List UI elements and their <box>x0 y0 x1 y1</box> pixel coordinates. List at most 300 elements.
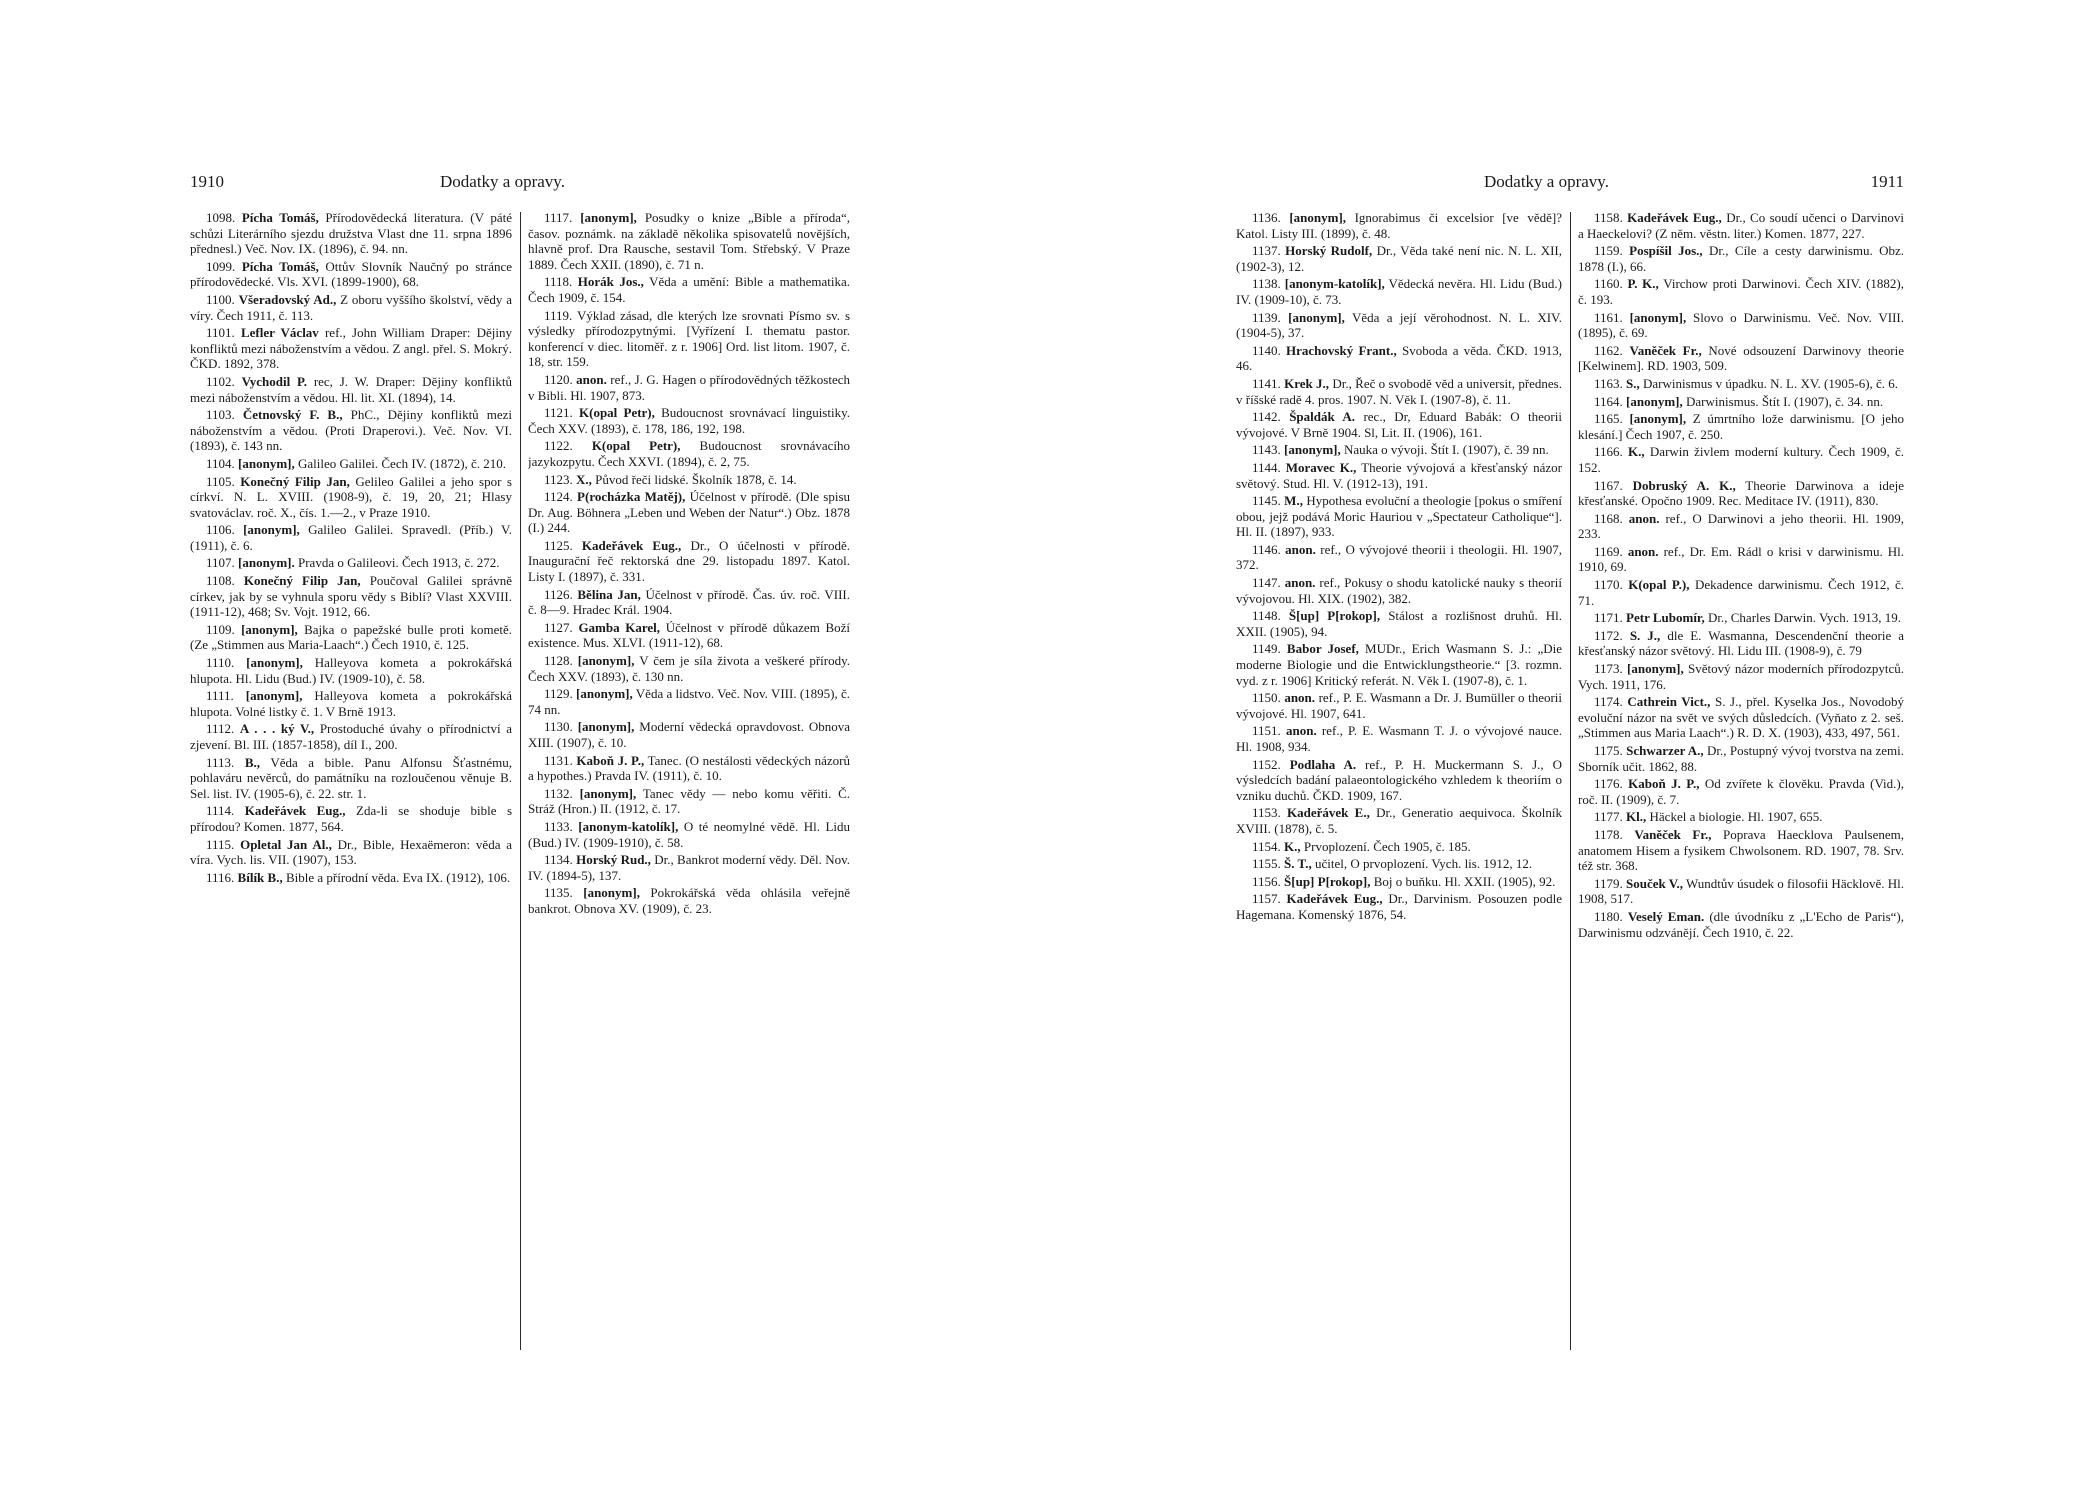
entry-text: Wundtův úsudek o filosofii Häcklově. Hl. 1908, 517. <box>1578 875 1904 907</box>
entry-text: ref., O Darwinovi a jeho theorii. Hl. 1909, 233. <box>1578 510 1904 542</box>
bibliography-entry <box>1578 809 1904 825</box>
entry-number: 1143. <box>1252 442 1281 458</box>
bibliography-entry <box>528 786 850 817</box>
bibliography-entry <box>528 210 850 272</box>
entry-author: Pícha Tomáš, <box>241 258 319 274</box>
entry-author: B., <box>244 754 261 770</box>
bibliography-entry <box>1578 909 1904 940</box>
page-number: 1911 <box>1870 172 1904 191</box>
entry-author: anon. <box>1285 541 1316 557</box>
bibliography-entry <box>528 587 850 618</box>
entry-text: Dr., Bankrot moderní vědy. Děl. Nov. IV. (1894-5), 137. <box>528 852 850 883</box>
entry-author: Bělina Jan, <box>577 586 641 602</box>
entry-number: 1121. <box>544 405 573 421</box>
entry-number: 1136. <box>1252 210 1281 225</box>
entry-text: Dr., Darvinism. Posouzen podle Hagemana. Komenský 1876, 54. <box>1236 891 1562 922</box>
entry-text: Dr., Věda také není nic. N. L. XII, (1902-3), 12. <box>1236 243 1562 274</box>
bibliography-entry <box>1578 694 1904 741</box>
entry-number: 1111. <box>206 688 234 704</box>
entry-author: anon. <box>1628 510 1660 526</box>
bibliography-entry <box>1578 661 1904 692</box>
entry-number: 1122. <box>544 438 573 454</box>
bibliography-entry <box>528 405 850 436</box>
entry-author: Schwarzer A., <box>1626 743 1704 758</box>
bibliography-entry <box>528 753 850 784</box>
entry-number: 1175. <box>1594 743 1623 758</box>
entry-number: 1117. <box>544 210 573 225</box>
bibliography-entry <box>190 870 512 886</box>
entry-number: 1130. <box>544 719 573 735</box>
entry-author: Souček V., <box>1626 875 1684 891</box>
entry-text: Účelnost v přírodě důkazem Boží existence. Mus. XLVI. (1911-12), 68. <box>528 619 850 651</box>
entry-author: Babor Josef, <box>1286 641 1359 657</box>
entry-author: S. J., <box>1629 627 1661 643</box>
bibliography-entry <box>190 374 512 405</box>
page-number: 1910 <box>190 172 224 191</box>
bibliography-entry <box>528 686 850 717</box>
entry-number: 1135. <box>544 885 573 901</box>
entry-text: učitel, O prvoplození. Vych. lis. 1912, 12. <box>1314 856 1533 872</box>
bibliography-entry <box>528 885 850 916</box>
entry-text: Posudky o knize „Bible a příroda“, časov. poznámk. na základě několika spisovatelů novějších, hlavně prof. Dra Rausche, sestavil Tom. Střebský. V Praze 1889. Čech XXII. (1890), č. 71 n. <box>528 210 850 272</box>
entry-number: 1158. <box>1594 210 1623 225</box>
entry-author: Krek J., <box>1284 375 1330 391</box>
bibliography-entry <box>190 407 512 454</box>
bibliography-entry <box>1236 243 1562 274</box>
bibliography-entry <box>528 472 850 488</box>
bibliography-entry <box>528 538 850 585</box>
entry-number: 1167. <box>1594 477 1623 493</box>
entry-number: 1151. <box>1252 723 1281 739</box>
entry-text: Dr., Co soudí učenci o Darvinovi a Haeckelovi? (Z něm. věstn. liter.) Komen. 1877, 227. <box>1578 210 1904 241</box>
entry-author: Vaněček Fr., <box>1629 342 1702 358</box>
entry-number: 1125. <box>544 537 573 553</box>
entry-number: 1176. <box>1594 776 1623 792</box>
entry-text: Světový názor moderních přírodozpytců. Vych. 1911, 176. <box>1578 661 1904 692</box>
entry-number: 1106. <box>206 522 235 538</box>
bibliography-entry <box>1236 641 1562 688</box>
bibliography-entry <box>528 438 850 469</box>
entry-author: Horský Rudolf, <box>1285 243 1373 259</box>
entry-text: Ottův Slovník Naučný po stránce přírodovědecké. Vls. XVI. (1899-1900), 68. <box>190 258 512 290</box>
bibliography-entry <box>1236 690 1562 721</box>
entry-author: [anonym], <box>577 719 635 735</box>
entry-author: Kadeřávek Eug., <box>244 803 346 819</box>
entry-number: 1177. <box>1594 809 1623 825</box>
entry-text: ref., J. G. Hagen o přírodovědných těžkostech v Bibli. Hl. 1907, 873. <box>528 371 850 403</box>
entry-author: Vychodil P. <box>241 373 308 389</box>
entry-number: 1144. <box>1252 459 1281 475</box>
bibliography-entry <box>1236 608 1562 639</box>
bibliography-entry <box>190 688 512 719</box>
entry-text: Hypothesa evoluční a theologie [pokus o smíření obou, jejž podává Moric Hauriou v „Spectateur Catholique“]. Hl. II. (1897), 933. <box>1236 493 1562 540</box>
bibliography-entry <box>1236 276 1562 307</box>
entry-number: 1099. <box>206 258 236 274</box>
bibliography-entry <box>528 620 850 651</box>
entry-text: Bajka o papežské bulle proti kometě. (Ze „Stimmen aus Maria-Laach“.) Čech 1910, č. 125. <box>190 621 512 653</box>
entry-text: Budoucnost srovnávací linguistiky. Čech XXV. (1893), č. 178, 186, 192, 198. <box>528 405 850 436</box>
entry-number: 1105. <box>206 473 235 489</box>
entry-text: Stálost a rozlišnost druhů. Hl. XXII. (1905), 94. <box>1236 608 1562 639</box>
bibliography-entry <box>1236 805 1562 836</box>
entry-number: 1152. <box>1252 756 1281 772</box>
entry-author: [anonym], <box>1629 411 1687 427</box>
column-right <box>528 210 850 1350</box>
entry-number: 1113. <box>206 754 235 770</box>
bibliography-entry <box>1578 276 1904 307</box>
entry-author: Kadeřávek Eug., <box>581 537 682 553</box>
entry-text: Věda a bible. Panu Alfonsu Šťastnému, pohlaváru nevěrců, do památníku na rozloučenou věnuje B. Sel. list. IV. (1905-6), č. 22. str. 1. <box>190 754 512 801</box>
bibliography-entry <box>1578 478 1904 509</box>
entry-number: 1174. <box>1594 694 1623 710</box>
bibliography-entry <box>1236 210 1562 241</box>
entry-author: Petr Lubomír, <box>1626 610 1705 626</box>
bibliography-entry <box>190 555 512 571</box>
entry-number: 1129. <box>544 686 573 702</box>
entry-number: 1173. <box>1594 661 1623 677</box>
entry-number: 1159. <box>1594 243 1623 259</box>
entry-author: Š[up] P[rokop], <box>1288 608 1381 624</box>
entry-text: Nové odsouzení Darwinovy theorie [Kelwinem]. RD. 1903, 509. <box>1578 342 1904 374</box>
bibliography-entry <box>1236 442 1562 458</box>
entry-author: Četnovský F. B., <box>242 407 343 423</box>
bibliography-entry <box>190 655 512 686</box>
running-head <box>190 172 850 196</box>
entry-text: Výklad zásad, dle kterých lze srovnati Písmo sv. s výsledky přírodozpytnými. [Vyřízení I. thematu pastor. konferencí v diec. litoměř. z r. 1906] Ord. list litom. 1907, č. 18, str. 159. <box>528 307 850 370</box>
entry-number: 1140. <box>1252 342 1281 358</box>
entry-number: 1131. <box>544 752 573 768</box>
entry-number: 1156. <box>1252 873 1281 889</box>
entry-text: Ignorabimus či excelsior [ve vědě]? Katol. Listy III. (1899), č. 48. <box>1236 210 1562 241</box>
bibliography-entry <box>1236 409 1562 440</box>
entry-number: 1108. <box>206 573 235 589</box>
entry-text: Dr., Generatio aequivoca. Školník XVIII. (1878), č. 5. <box>1236 805 1562 836</box>
entry-number: 1149. <box>1252 641 1281 657</box>
entry-text: Dr., Cíle a cesty darwinismu. Obz. 1878 (I.), 66. <box>1578 243 1904 274</box>
entry-text: rec, J. W. Draper: Dějiny konfliktů mezi náboženstvím a vědou. Hl. lit. XI. (1894), 14. <box>190 373 512 405</box>
entry-text: Slovo o Darwinismu. Več. Nov. VIII. (1895), č. 69. <box>1578 309 1904 341</box>
entry-columns <box>190 210 850 1350</box>
bibliography-entry <box>190 803 512 834</box>
entry-text: Nauka o vývoji. Štít I. (1907), č. 39 nn. <box>1343 442 1549 458</box>
entry-number: 1145. <box>1252 493 1281 509</box>
entry-text: ref., John William Draper: Dějiny konfliktů mezi náboženstvím a vědou. Z angl. přel. S. Mokrý. ČKD. 1892, 378. <box>190 325 512 372</box>
right-page <box>1236 0 1904 1500</box>
entry-text: ref., P. H. Muckermann S. J., O výsledcích badání palaeontologického vzhledem k theoriím o vzniku duchů. ČKD. 1909, 167. <box>1236 756 1562 803</box>
entry-number: 1155. <box>1252 856 1281 872</box>
entry-author: Dobruský A. K., <box>1632 477 1736 493</box>
entry-text: Halleyova kometa a pokrokářská hlupota. Volné listky č. 1. V Brně 1913. <box>190 688 512 719</box>
entry-text: Boj o buňku. Hl. XXII. (1905), 92. <box>1373 873 1556 889</box>
bibliography-entry <box>1578 577 1904 608</box>
entry-author: K(opal Petr), <box>591 438 681 454</box>
entry-text: Theorie Darwinova a ideje křesťanské. Opočno 1909. Rec. Meditace IV. (1911), 830. <box>1578 477 1904 509</box>
entry-text: Dekadence darwinismu. Čech 1912, č. 71. <box>1578 577 1904 608</box>
entry-text: ref., O vývojové theorii i theologii. Hl. 1907, 372. <box>1236 541 1562 573</box>
entry-text: Prostoduché úvahy o přírodnictví a zjevení. Bl. III. (1857-1858), díl I., 200. <box>190 721 512 752</box>
entry-number: 1139. <box>1252 309 1281 325</box>
entry-author: Cathrein Vict., <box>1627 694 1711 710</box>
entry-author: Lefler Václav <box>240 325 319 341</box>
entry-text: Přírodovědecká literatura. (V páté schůzi Literárního sjezdu družstva Vlast dne 11. srpna 1896 přednesl.) Več. Nov. IX. (1896), č. 94. nn. <box>190 210 512 257</box>
entry-number: 1100. <box>206 291 235 307</box>
entry-number: 1116. <box>206 869 235 885</box>
entry-text: MUDr., Erich Wasmann S. J.: „Die moderne Biologie und die Entwicklungstheorie.“ [3. rozmn. vyd. z r. 1906] Kritický referát. N. Věk I. (1907-8), č. 1. <box>1236 641 1562 688</box>
bibliography-entry <box>190 573 512 620</box>
entry-text: Darwinismus v úpadku. N. L. XV. (1905-6), č. 6. <box>1643 375 1899 391</box>
bibliography-entry <box>190 721 512 752</box>
entry-text: Účelnost v přírodě. (Dle spisu Dr. Aug. Böhnera „Leben und Weben der Natur“.) Obz. 1878 (I.) 244. <box>528 489 850 536</box>
entry-author: M., <box>1284 493 1303 509</box>
entry-number: 1164. <box>1594 393 1623 409</box>
running-title: Dodatky a opravy. <box>1484 172 1609 191</box>
entry-author: [anonym], <box>245 688 303 704</box>
entry-author: Konečný Filip Jan, <box>243 573 361 589</box>
entry-author: [anonym], <box>238 455 295 471</box>
bibliography-entry <box>190 210 512 257</box>
entry-text: Gelileo Galilei a jeho spor s církví. N. L. XVIII. (1908-9), č. 19, 20, 21; Hlasy svatováclav. roč. X., čís. 1.—2., v Praze 1910. <box>190 473 512 520</box>
entry-number: 1153. <box>1252 805 1281 821</box>
bibliography-entry <box>1236 376 1562 407</box>
entry-number: 1133. <box>544 818 573 834</box>
bibliography-entry <box>1578 776 1904 807</box>
bibliography-entry <box>1236 310 1562 341</box>
entry-author: K(opal P.), <box>1628 577 1690 593</box>
entry-text: Theorie vývojová a křesťanský názor světový. Stud. Hl. V. (1912-13), 191. <box>1236 459 1562 491</box>
entry-author: Bílík B., <box>237 869 283 885</box>
entry-author: Horský Rud., <box>576 852 651 868</box>
entry-author: [anonym-katolík], <box>578 818 679 834</box>
entry-text: dle E. Wasmanna, Descendenční theorie a křesťanský názor světový. Hl. Lidu III. (1908-9), č. 79 <box>1578 627 1904 659</box>
entry-author: Kadeřávek Eug., <box>1627 210 1722 225</box>
bibliography-entry <box>1578 343 1904 374</box>
entry-number: 1141. <box>1252 375 1281 391</box>
entry-author: [anonym], <box>1629 309 1687 325</box>
entry-author: S., <box>1626 375 1640 391</box>
bibliography-entry <box>528 653 850 684</box>
bibliography-entry <box>1578 444 1904 475</box>
entry-text: Tanec vědy — nebo komu věřiti. Č. Stráž (Hron.) II. (1912, č. 17. <box>528 785 850 817</box>
entry-text: Poučoval Galilei správně církev, jak by se vyhnula sporu vědy s Biblí? Vlast XXVIII. (1911-12), 468; Sv. Vojt. 1912, 66. <box>190 573 512 620</box>
entry-author: [anonym-katolík], <box>1284 276 1385 292</box>
left-page <box>190 0 850 1500</box>
entry-number: 1114. <box>206 803 235 819</box>
bibliography-entry <box>190 522 512 553</box>
bibliography-entry <box>1236 891 1562 922</box>
entry-text: Původ řeči lidské. Školník 1878, č. 14. <box>595 471 797 487</box>
bibliography-entry <box>190 474 512 521</box>
bibliography-entry <box>528 489 850 536</box>
entry-author: Kl., <box>1626 809 1647 825</box>
bibliography-entry <box>528 308 850 370</box>
entry-author: P. K., <box>1627 276 1659 292</box>
bibliography-entry <box>1578 743 1904 774</box>
entry-number: 1169. <box>1594 543 1623 559</box>
entry-author: [anonym], <box>241 621 298 637</box>
entry-text: Virchow proti Darwinovi. Čech XIV. (1882), č. 193. <box>1578 276 1904 307</box>
bibliography-entry <box>1578 411 1904 442</box>
entry-author: [anonym], <box>579 785 637 801</box>
entry-text: Häckel a biologie. Hl. 1907, 655. <box>1649 809 1823 825</box>
entry-author: Gamba Karel, <box>578 619 661 635</box>
entry-number: 1103. <box>206 407 235 423</box>
bibliography-entry <box>1578 243 1904 274</box>
entry-text: ref., P. E. Wasmann a Dr. J. Bumüller o theorii vývojové. Hl. 1907, 641. <box>1236 690 1562 721</box>
running-title: Dodatky a opravy. <box>440 172 565 191</box>
bibliography-entry <box>1236 856 1562 872</box>
entry-text: Halleyova kometa a pokrokářská hlupota. Hl. Lidu (Bud.) IV. (1909-10), č. 58. <box>190 655 512 686</box>
entry-text: rec., Dr, Eduard Babák: O theorii vývojové. V Brně 1904. Sl, Lit. II. (1906), 161. <box>1236 409 1562 440</box>
entry-number: 1170. <box>1594 577 1623 593</box>
entry-number: 1163. <box>1594 375 1623 391</box>
entry-text: Od zvířete k člověku. Pravda (Vid.), roč. II. (1909), č. 7. <box>1578 776 1904 807</box>
entry-text: Svoboda a věda. ČKD. 1913, 46. <box>1236 342 1562 374</box>
entry-text: Zda-li se shoduje bible s přírodou? Komen. 1877, 564. <box>190 803 512 834</box>
entry-author: [anonym], <box>583 885 640 901</box>
bibliography-entry <box>1578 210 1904 241</box>
bibliography-entry <box>190 456 512 472</box>
entry-number: 1172. <box>1594 627 1623 643</box>
entry-author: A . . . ký V., <box>239 721 315 737</box>
entry-number: 1120. <box>544 371 573 387</box>
bibliography-entry <box>528 274 850 305</box>
entry-author: P(rocházka Matěj), <box>577 489 686 505</box>
bibliography-entry <box>1236 839 1562 855</box>
entry-number: 1150. <box>1252 690 1281 706</box>
entry-author: Moravec K., <box>1285 459 1357 475</box>
entry-text: Účelnost v přírodě. Čas. úv. roč. VIII. č. 8—9. Hradec Král. 1904. <box>528 586 850 618</box>
entry-text: Dr., Řeč o svobodě věd a universit, přednes. v říšské radě 4. pros. 1907. N. Věk I. (1907-8), č. 11. <box>1236 375 1562 407</box>
entry-number: 1127. <box>544 619 573 635</box>
entry-author: [anonym], <box>1627 661 1684 677</box>
entry-author: anon. <box>576 371 607 387</box>
entry-author: Vaněček Fr., <box>1634 826 1712 842</box>
entry-number: 1115. <box>206 836 235 852</box>
entry-number: 1098. <box>206 210 236 225</box>
entry-number: 1179. <box>1594 875 1623 891</box>
entry-author: [anonym], <box>580 210 637 225</box>
entry-author: Pícha Tomáš, <box>241 210 319 225</box>
entry-author: Š[up] P[rokop], <box>1284 873 1371 889</box>
entry-text: O té neomylné vědě. Hl. Lidu (Bud.) IV. (1909-1910), č. 58. <box>528 818 850 850</box>
entry-number: 1138. <box>1252 276 1281 292</box>
entry-text: PhC., Dějiny konfliktů mezi náboženstvím a vědou. (Proti Draperovi.). Več. Nov. VI. (1893), č. 143 nn. <box>190 407 512 454</box>
entry-author: [anonym], <box>1288 309 1345 325</box>
bibliography-entry <box>528 819 850 850</box>
entry-text: Z úmrtního lože darwinismu. [O jeho klesání.] Čech 1907, č. 250. <box>1578 411 1904 442</box>
entry-number: 1119. <box>544 307 573 323</box>
column-left <box>190 210 512 1350</box>
entry-number: 1101. <box>206 325 235 341</box>
column-divider <box>1570 212 1571 1350</box>
entry-text: Galileo Galilei. Spravedl. (Příb.) V. (1911), č. 6. <box>190 522 512 553</box>
entry-number: 1154. <box>1252 838 1281 854</box>
entry-text: Dr., Bible, Hexaëmeron: věda a víra. Vych. lis. VII. (1907), 153. <box>190 836 512 868</box>
entry-text: Věda a lidstvo. Več. Nov. VIII. (1895), č. 74 nn. <box>528 686 850 717</box>
entry-text: Věda a umění: Bible a mathematika. Čech 1909, č. 154. <box>528 274 850 305</box>
bibliography-entry <box>1578 544 1904 575</box>
entry-author: K., <box>1284 838 1301 854</box>
bibliography-entry <box>1578 876 1904 907</box>
bibliography-entry <box>528 852 850 883</box>
bibliography-entry <box>1236 542 1562 573</box>
entry-number: 1107. <box>206 555 235 571</box>
entry-text: S. J., přel. Kyselka Jos., Novodobý evoluční názor na svět ve svých důsledcích. (Vyňato z 2. seš. „Stimmen aus Maria Laach“.) R. D. X. (1903), 433, 497, 561. <box>1578 694 1904 741</box>
bibliography-entry <box>1236 723 1562 754</box>
bibliography-entry <box>528 372 850 403</box>
entry-author: Kadeřávek E., <box>1287 805 1370 821</box>
bibliography-entry <box>1578 628 1904 659</box>
entry-text: ref., P. E. Wasmann T. J. o vývojové nauce. Hl. 1908, 934. <box>1236 723 1562 754</box>
entry-author: [anonym], <box>246 655 303 671</box>
bibliography-entry <box>1236 874 1562 890</box>
entry-text: Budoucnost srovnávacího jazykozpytu. Čech XXVI. (1894), č. 2, 75. <box>528 438 850 469</box>
entry-number: 1180. <box>1594 908 1623 924</box>
entry-author: anon. <box>1285 723 1317 739</box>
entry-text: ref., Dr. Em. Rádl o krisi v darwinismu. Hl. 1910, 69. <box>1578 543 1904 575</box>
entry-columns <box>1236 210 1904 1350</box>
entry-author: Špaldák A. <box>1289 409 1356 425</box>
entry-text: ref., Pokusy o shodu katolické nauky s theorií vývojovou. Hl. XIX. (1902), 382. <box>1236 575 1562 606</box>
entry-author: anon. <box>1627 543 1659 559</box>
entry-number: 1165. <box>1594 411 1623 427</box>
entry-author: Podlaha A. <box>1289 756 1357 772</box>
entry-number: 1109. <box>206 621 235 637</box>
entry-number: 1146. <box>1252 541 1281 557</box>
entry-number: 1102. <box>206 373 235 389</box>
bibliography-entry <box>190 622 512 653</box>
entry-number: 1171. <box>1594 610 1623 626</box>
bibliography-entry <box>1578 394 1904 410</box>
entry-number: 1132. <box>544 785 573 801</box>
entry-author: Š. T., <box>1284 856 1312 872</box>
entry-text: Prvoplození. Čech 1905, č. 185. <box>1303 838 1471 854</box>
bibliography-entry <box>1236 757 1562 804</box>
entry-author: Konečný Filip Jan, <box>240 473 350 489</box>
bibliography-entry <box>1578 376 1904 392</box>
bibliography-entry <box>1236 460 1562 491</box>
bibliography-entry <box>1578 310 1904 341</box>
bibliography-entry <box>1578 827 1904 874</box>
bibliography-entry <box>190 325 512 372</box>
entry-text: Pravda o Galileovi. Čech 1913, č. 272. <box>297 555 500 571</box>
entry-author: [anonym], <box>1284 442 1341 458</box>
bibliography-entry <box>1236 493 1562 540</box>
column-right <box>1578 210 1904 1350</box>
bibliography-entry <box>528 719 850 750</box>
bibliography-entry <box>190 292 512 323</box>
entry-number: 1123. <box>544 471 573 487</box>
entry-text: Tanec. (O nestálosti vědeckých názorů a hypothes.) Pravda IV. (1911), č. 10. <box>528 752 850 784</box>
bibliography-entry <box>1236 343 1562 374</box>
entry-author: [anonym], <box>1289 210 1347 225</box>
entry-text: Věda a její věrohodnost. N. L. XIV. (1904-5), 37. <box>1236 309 1562 341</box>
entry-number: 1162. <box>1594 342 1623 358</box>
entry-number: 1160. <box>1594 276 1623 292</box>
entry-number: 1161. <box>1594 309 1623 325</box>
bibliography-entry <box>190 755 512 802</box>
entry-number: 1128. <box>544 653 573 669</box>
column-left <box>1236 210 1562 1350</box>
bibliography-entry <box>1236 575 1562 606</box>
bibliography-entry <box>1578 610 1904 626</box>
entry-number: 1147. <box>1252 575 1281 591</box>
entry-text: Darwinismus. Štít I. (1907), č. 34. nn. <box>1685 393 1884 409</box>
entry-author: anon. <box>1284 690 1316 706</box>
entry-number: 1110. <box>206 655 235 671</box>
entry-author: K., <box>1628 444 1645 460</box>
entry-text: Z oboru vyššího školství, vědy a víry. Čech 1911, č. 113. <box>190 291 512 323</box>
